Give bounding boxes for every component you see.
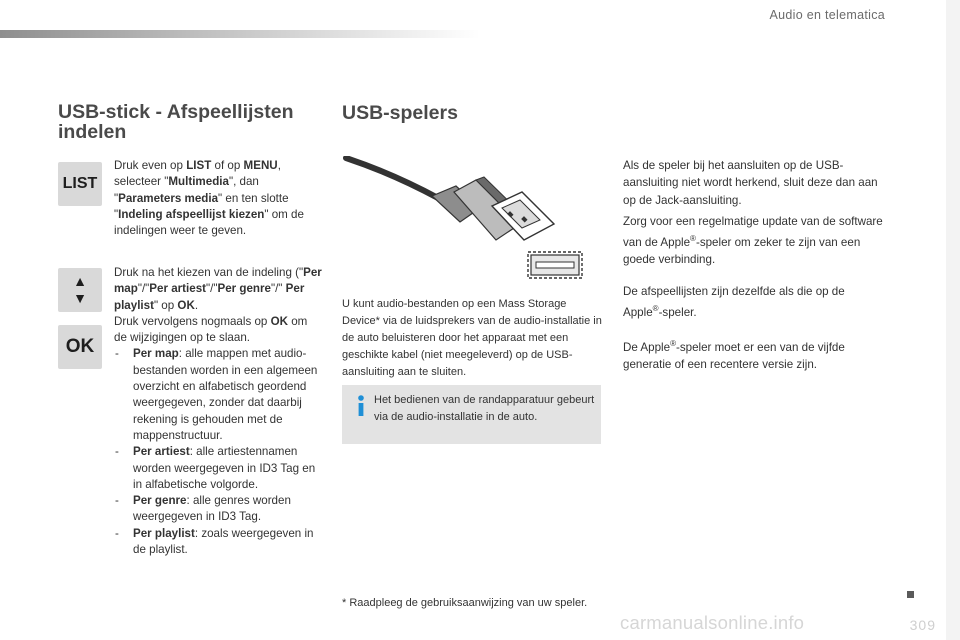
right-paragraph-1: Als de speler bij het aansluiten op de USB-aansluiting niet wordt herkend, sluit deze dan aan op de Jack-aansluiting.: [623, 159, 878, 207]
footnote: * Raadpleeg de gebruiksaanwijzing van uw speler.: [342, 597, 588, 609]
sort-instruction: Druk na het kiezen van de indeling ("Per map"/"Per artiest"/"Per genre"/" Per playlist" op OK.: [114, 266, 322, 312]
left-paragraph-2: [114, 265, 322, 558]
right-paragraph-2: Zorg voor een regelmatige update van de software van de Apple®-speler om zeker te zijn van een goede verbinding.: [623, 215, 883, 267]
save-instruction: Druk vervolgens nogmaals op OK om de wijzigingen op te slaan.: [114, 314, 308, 345]
list-key-icon: LIST: [58, 162, 102, 206]
ok-key-icon: OK: [58, 325, 102, 369]
middle-body: U kunt audio-bestanden op een Mass Storage Device* via de luidsprekers van de audio-installatie in de auto beluisteren door het apparaat met een geschikte kabel (niet meegeleverd) op de USB-aansluiting aan te sluiten.: [342, 298, 602, 378]
end-of-section-marker: [907, 591, 914, 598]
page-edge-strip: [946, 0, 960, 640]
header-gradient-bar: [0, 30, 480, 38]
watermark: carmanualsonline.info: [620, 612, 805, 633]
list-item: - Per genre: alle genres worden weergegeven in ID3 Tag.: [115, 494, 291, 524]
section-title: Audio en telematica: [769, 8, 885, 22]
info-text: Het bedienen van de randapparatuur gebeurt via de audio-installatie in de auto.: [374, 394, 595, 423]
page-number: 309: [909, 617, 936, 633]
info-icon: [356, 395, 366, 417]
left-paragraph-1: Druk even op LIST of op MENU, selecteer "Multimedia", dan "Parameters media" en ten slotte "Indeling afspeellijst kiezen" om de indelingen weer te geven.: [114, 159, 304, 238]
usb-plug-illustration: [342, 156, 600, 296]
right-paragraph-4: De Apple®-speler moet er een van de vijfde generatie of een recentere versie zijn.: [623, 339, 845, 372]
list-item: - Per map: alle mappen met audio-bestanden worden in een algemeen overzicht en alfabetisch geordend weergegeven, zonder dat daarbij rekening is gehouden met de mappenstructuur.: [115, 347, 318, 442]
arrow-keys-icon: [58, 268, 102, 312]
right-paragraph-3: De afspeellijsten zijn dezelfde als die op de Apple®-speler.: [623, 285, 845, 320]
down-arrow-icon: ▼: [73, 290, 87, 306]
list-item: - Per artiest: alle artiestennamen worden weergegeven in ID3 Tag en in alfabetische volgorde.: [115, 445, 316, 491]
info-box: [342, 385, 601, 444]
middle-heading: USB-spelers: [342, 102, 458, 124]
list-item: - Per playlist: zoals weergegeven in de playlist.: [115, 526, 314, 557]
left-heading: USB-stick - Afspeellijsten indelen: [58, 101, 294, 143]
sort-options-list: [114, 346, 322, 558]
up-arrow-icon: ▲: [73, 273, 87, 289]
